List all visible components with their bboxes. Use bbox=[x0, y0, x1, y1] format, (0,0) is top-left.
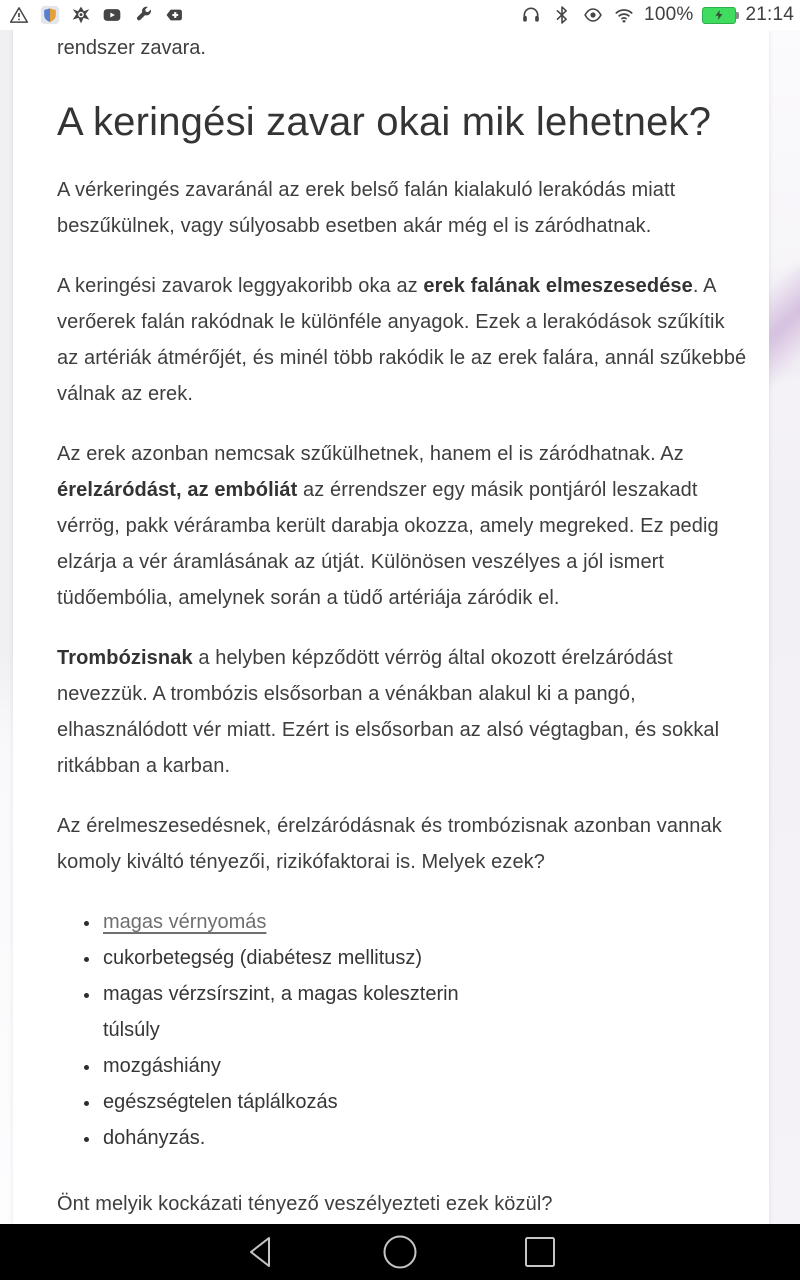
headphones-icon bbox=[520, 4, 542, 26]
android-navigation-bar bbox=[0, 1224, 800, 1280]
bluetooth-icon bbox=[551, 4, 573, 26]
article-card bbox=[13, 30, 769, 1224]
notification-icons bbox=[8, 4, 185, 26]
paragraph: Az erek azonban nemcsak szűkülhetnek, hanem el is záródhatnak. Az érelzáródást, az embóliát az érrendszer egy másik pontjáról leszakadt vérrög, pakk véráramba került darabja okozza, amely megreked. Ez pedig elzárja a vér áramlásának az útját. Különösen veszélyes a jól ismert tüdőembólia, amelynek során a tüdő artériája záródik el. bbox=[57, 443, 719, 609]
background-blur-accent bbox=[769, 261, 800, 386]
page-background-right bbox=[769, 30, 800, 1224]
clock-time: 21:14 bbox=[745, 4, 794, 25]
page-background-left bbox=[0, 30, 13, 1224]
risk-factor-list bbox=[57, 904, 747, 1156]
wrench-icon bbox=[132, 4, 154, 26]
paragraph: Az érelmeszesedésnek, érelzáródásnak és trombózisnak azonban vannak komoly kiváltó tényezői, rizikófaktorai is. Melyek ezek? bbox=[57, 815, 722, 873]
paragraph: A keringési zavarok leggyakoribb oka az erek falának elmeszesedése. A verőerek falán rakódnak le különféle anyagok. Ezek a lerakódások szűkítik az artériák átmérőjét, és minél több rakódik le az erek falára, annál szűkebbé válnak az erek. bbox=[57, 275, 747, 405]
risk-factor-item: • mozgáshiány bbox=[101, 1048, 747, 1084]
battery-icon bbox=[702, 7, 736, 24]
paragraph: Trombózisnak a helyben képződött vérrög által okozott érelzáródást nevezzük. A trombózis elsősorban a vénákban alakul ki a pangó, elhasználódott vér miatt. Ezért is elsősorban az alsó végtagban, és sokkal ritkábban a karban. bbox=[57, 647, 720, 777]
charging-bolt-icon bbox=[713, 9, 725, 21]
youtube-icon bbox=[101, 4, 123, 26]
browser-viewport bbox=[0, 30, 800, 1224]
system-status-icons bbox=[520, 4, 794, 26]
article-heading: A keringési zavar okai mik lehetnek? bbox=[57, 100, 712, 144]
risk-factor-item-continuation: túlsúly bbox=[103, 1019, 160, 1041]
security-shield-icon bbox=[39, 4, 61, 26]
recents-square-icon bbox=[524, 1236, 556, 1268]
avast-icon bbox=[70, 4, 92, 26]
paragraph: A vérkeringés zavaránál az erek belső falán kialakuló lerakódás miatt beszűkülnek, vagy súlyosabb esetben akár még el is záródhatnak. bbox=[57, 179, 676, 237]
tag-plus-icon bbox=[163, 4, 185, 26]
previous-paragraph-fragment: rendszer zavara. bbox=[57, 37, 206, 59]
back-button[interactable] bbox=[190, 1235, 330, 1269]
risk-factor-item: • magas vérzsírszint, a magas koleszterin túlsúly bbox=[101, 976, 747, 1048]
home-circle-icon bbox=[382, 1234, 418, 1270]
battery-percent: 100% bbox=[644, 4, 694, 25]
warning-triangle-icon bbox=[8, 4, 30, 26]
back-triangle-icon bbox=[245, 1235, 275, 1269]
status-bar bbox=[0, 0, 800, 30]
eye-comfort-icon bbox=[582, 4, 604, 26]
risk-factor-item: • dohányzás. bbox=[101, 1120, 747, 1156]
risk-factor-item: • egészségtelen táplálkozás bbox=[101, 1084, 747, 1120]
risk-factor-item: • cukorbetegség (diabétesz mellitusz) bbox=[101, 940, 747, 976]
recents-button[interactable] bbox=[470, 1236, 610, 1268]
risk-factor-link[interactable]: magas vérnyomás bbox=[103, 911, 267, 933]
closing-question: Önt melyik kockázati tényező veszélyezteti ezek közül? bbox=[57, 1193, 553, 1215]
home-button[interactable] bbox=[330, 1234, 470, 1270]
wifi-icon bbox=[613, 4, 635, 26]
risk-factor-item bbox=[101, 904, 747, 940]
